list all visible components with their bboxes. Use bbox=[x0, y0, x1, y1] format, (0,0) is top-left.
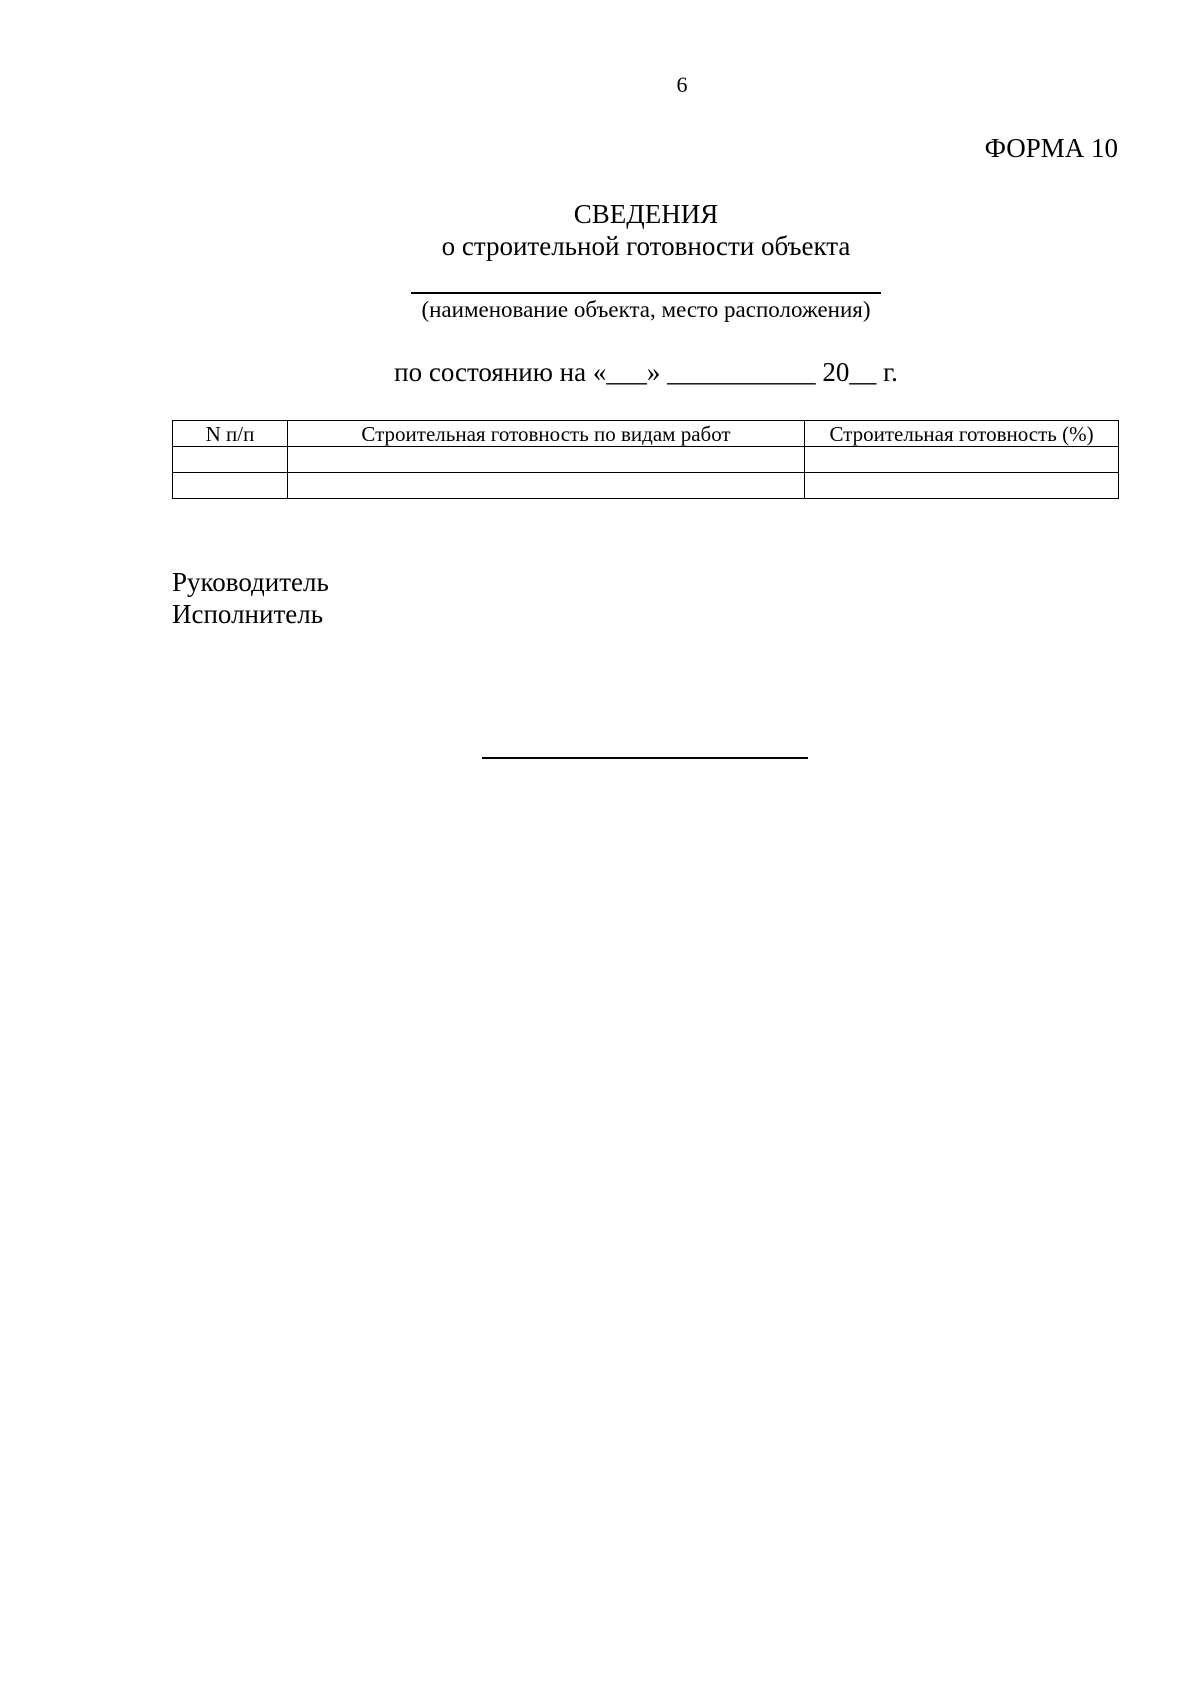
status-date-line: по состоянию на «___» ___________ 20__ г. bbox=[394, 357, 898, 387]
page-number: 6 bbox=[676, 72, 688, 97]
form-label: ФОРМА 10 bbox=[984, 133, 1118, 163]
table-cell bbox=[288, 473, 805, 499]
table-cell bbox=[805, 447, 1119, 473]
signature-head-label: Руководитель bbox=[172, 567, 329, 597]
column-header-work-types: Строительная готовность по видам работ bbox=[288, 421, 805, 447]
document-subtitle: о строительной готовности объекта bbox=[441, 231, 851, 261]
table-cell bbox=[805, 473, 1119, 499]
signature-executor-label: Исполнитель bbox=[172, 599, 324, 629]
table-header-row bbox=[173, 421, 1119, 447]
document-title: СВЕДЕНИЯ bbox=[573, 199, 719, 229]
table-row bbox=[173, 447, 1119, 473]
table-cell bbox=[173, 447, 288, 473]
column-header-readiness-percent: Строительная готовность (%) bbox=[805, 421, 1119, 447]
table-row bbox=[173, 473, 1119, 499]
signature-block bbox=[172, 566, 329, 630]
readiness-table bbox=[172, 420, 1119, 499]
object-name-caption: (наименование объекта, место расположения) bbox=[421, 297, 871, 322]
column-header-number: N п/п bbox=[173, 421, 288, 447]
table-cell bbox=[173, 473, 288, 499]
object-name-underline bbox=[411, 292, 881, 294]
table-cell bbox=[288, 447, 805, 473]
end-of-document-rule bbox=[482, 757, 808, 759]
